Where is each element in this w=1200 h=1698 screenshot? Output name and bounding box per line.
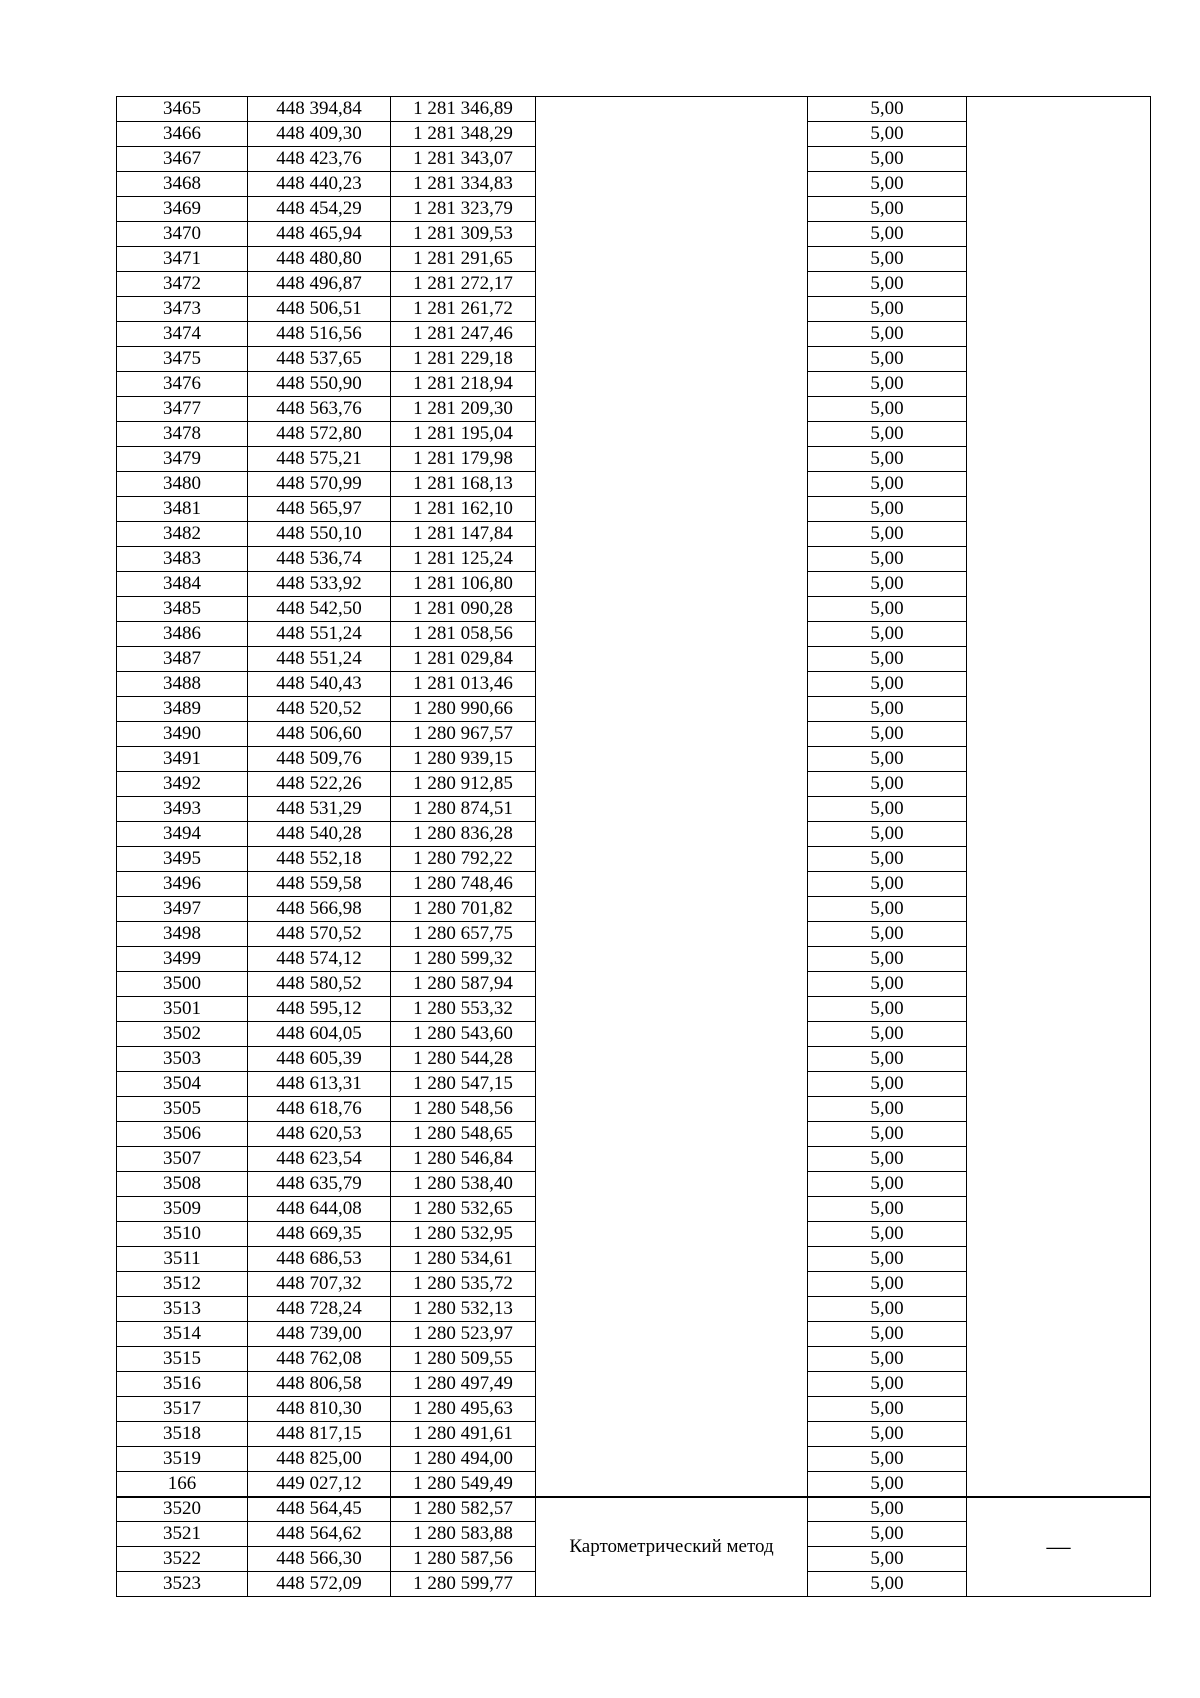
- accuracy-value: 5,00: [808, 522, 967, 547]
- accuracy-value: 5,00: [808, 1122, 967, 1147]
- table-group-b: [117, 1497, 1151, 1597]
- coordinate-x: 448 465,94: [248, 222, 391, 247]
- accuracy-value: 5,00: [808, 947, 967, 972]
- coordinate-x: 448 522,26: [248, 772, 391, 797]
- coordinate-y: 1 280 657,75: [391, 922, 536, 947]
- coordinate-y: 1 281 125,24: [391, 547, 536, 572]
- coordinate-x: 448 537,65: [248, 347, 391, 372]
- point-number: 3467: [117, 147, 248, 172]
- coordinate-y: 1 280 599,77: [391, 1572, 536, 1597]
- coordinate-x: 448 817,15: [248, 1422, 391, 1447]
- accuracy-value: 5,00: [808, 922, 967, 947]
- coordinate-y: 1 280 548,56: [391, 1097, 536, 1122]
- coordinate-y: 1 281 013,46: [391, 672, 536, 697]
- coordinate-y: 1 281 029,84: [391, 647, 536, 672]
- coordinate-x: 448 516,56: [248, 322, 391, 347]
- coordinate-y: 1 281 323,79: [391, 197, 536, 222]
- accuracy-value: 5,00: [808, 722, 967, 747]
- accuracy-value: 5,00: [808, 1222, 967, 1247]
- coordinate-x: 448 563,76: [248, 397, 391, 422]
- coordinate-x: 448 536,74: [248, 547, 391, 572]
- coordinate-y: 1 280 990,66: [391, 697, 536, 722]
- coordinate-x: 448 440,23: [248, 172, 391, 197]
- accuracy-value: 5,00: [808, 1247, 967, 1272]
- accuracy-value: 5,00: [808, 97, 967, 122]
- coordinate-y: 1 280 583,88: [391, 1522, 536, 1547]
- point-number: 3493: [117, 797, 248, 822]
- point-number: 166: [117, 1472, 248, 1497]
- coordinate-y: 1 280 523,97: [391, 1322, 536, 1347]
- coordinate-y: 1 281 272,17: [391, 272, 536, 297]
- coordinate-x: 448 531,29: [248, 797, 391, 822]
- point-number: 3520: [117, 1497, 248, 1522]
- coordinate-x: 448 618,76: [248, 1097, 391, 1122]
- accuracy-value: 5,00: [808, 347, 967, 372]
- coordinate-x: 448 542,50: [248, 597, 391, 622]
- coordinate-y: 1 280 535,72: [391, 1272, 536, 1297]
- accuracy-value: 5,00: [808, 1197, 967, 1222]
- coordinate-x: 448 739,00: [248, 1322, 391, 1347]
- accuracy-value: 5,00: [808, 1422, 967, 1447]
- table-group-a: [117, 97, 1151, 1497]
- point-number: 3466: [117, 122, 248, 147]
- coordinate-x: 448 580,52: [248, 972, 391, 997]
- accuracy-value: 5,00: [808, 622, 967, 647]
- accuracy-value: 5,00: [808, 1372, 967, 1397]
- point-number: 3475: [117, 347, 248, 372]
- point-number: 3492: [117, 772, 248, 797]
- point-number: 3478: [117, 422, 248, 447]
- accuracy-value: 5,00: [808, 1397, 967, 1422]
- coordinate-y: 1 280 497,49: [391, 1372, 536, 1397]
- point-number: 3480: [117, 472, 248, 497]
- coordinate-x: 448 480,80: [248, 247, 391, 272]
- coordinate-y: 1 280 836,28: [391, 822, 536, 847]
- coordinate-y: 1 281 247,46: [391, 322, 536, 347]
- point-number: 3489: [117, 697, 248, 722]
- coordinate-y: 1 280 494,00: [391, 1447, 536, 1472]
- coordinate-y: 1 280 548,65: [391, 1122, 536, 1147]
- coordinate-y: 1 281 168,13: [391, 472, 536, 497]
- coordinate-y: 1 280 534,61: [391, 1247, 536, 1272]
- accuracy-value: 5,00: [808, 1147, 967, 1172]
- point-number: 3509: [117, 1197, 248, 1222]
- point-number: 3521: [117, 1522, 248, 1547]
- accuracy-value: 5,00: [808, 847, 967, 872]
- point-number: 3482: [117, 522, 248, 547]
- method-cell: [536, 97, 808, 1497]
- point-number: 3481: [117, 497, 248, 522]
- point-number: 3490: [117, 722, 248, 747]
- accuracy-value: 5,00: [808, 172, 967, 197]
- accuracy-value: 5,00: [808, 1022, 967, 1047]
- accuracy-value: 5,00: [808, 997, 967, 1022]
- point-number: 3508: [117, 1172, 248, 1197]
- accuracy-value: 5,00: [808, 147, 967, 172]
- coordinate-x: 448 423,76: [248, 147, 391, 172]
- method-cell: Картометрический метод: [536, 1497, 808, 1597]
- point-number: 3491: [117, 747, 248, 772]
- accuracy-value: 5,00: [808, 1497, 967, 1522]
- coordinate-y: 1 280 967,57: [391, 722, 536, 747]
- point-number: 3511: [117, 1247, 248, 1272]
- coordinate-x: 448 669,35: [248, 1222, 391, 1247]
- point-number: 3495: [117, 847, 248, 872]
- coordinate-x: 448 810,30: [248, 1397, 391, 1422]
- point-number: 3513: [117, 1297, 248, 1322]
- point-number: 3523: [117, 1572, 248, 1597]
- coordinate-x: 448 728,24: [248, 1297, 391, 1322]
- table-row: [117, 1497, 1151, 1522]
- coordinate-x: 448 506,51: [248, 297, 391, 322]
- accuracy-value: 5,00: [808, 597, 967, 622]
- point-number: 3498: [117, 922, 248, 947]
- accuracy-value: 5,00: [808, 547, 967, 572]
- point-number: 3473: [117, 297, 248, 322]
- coordinate-y: 1 280 549,49: [391, 1472, 536, 1497]
- point-number: 3471: [117, 247, 248, 272]
- accuracy-value: 5,00: [808, 197, 967, 222]
- accuracy-value: 5,00: [808, 272, 967, 297]
- coordinate-x: 448 552,18: [248, 847, 391, 872]
- point-number: 3500: [117, 972, 248, 997]
- coordinate-y: 1 280 532,95: [391, 1222, 536, 1247]
- point-number: 3488: [117, 672, 248, 697]
- accuracy-value: 5,00: [808, 397, 967, 422]
- point-number: 3465: [117, 97, 248, 122]
- accuracy-value: 5,00: [808, 1322, 967, 1347]
- accuracy-value: 5,00: [808, 1547, 967, 1572]
- coordinate-y: 1 281 147,84: [391, 522, 536, 547]
- accuracy-value: 5,00: [808, 747, 967, 772]
- coordinate-x: 448 604,05: [248, 1022, 391, 1047]
- accuracy-value: 5,00: [808, 872, 967, 897]
- coordinate-x: 448 551,24: [248, 622, 391, 647]
- coordinate-y: 1 281 309,53: [391, 222, 536, 247]
- coordinate-y: 1 280 543,60: [391, 1022, 536, 1047]
- point-number: 3487: [117, 647, 248, 672]
- coordinate-y: 1 281 334,83: [391, 172, 536, 197]
- coordinate-y: 1 280 587,94: [391, 972, 536, 997]
- coordinate-x: 448 394,84: [248, 97, 391, 122]
- accuracy-value: 5,00: [808, 822, 967, 847]
- coordinate-x: 448 623,54: [248, 1147, 391, 1172]
- accuracy-value: 5,00: [808, 247, 967, 272]
- point-number: 3501: [117, 997, 248, 1022]
- accuracy-value: 5,00: [808, 1447, 967, 1472]
- accuracy-value: 5,00: [808, 297, 967, 322]
- coordinate-x: 448 566,30: [248, 1547, 391, 1572]
- coordinate-x: 448 595,12: [248, 997, 391, 1022]
- coordinate-x: 448 551,24: [248, 647, 391, 672]
- coordinate-x: 448 564,62: [248, 1522, 391, 1547]
- point-number: 3468: [117, 172, 248, 197]
- coordinate-y: 1 280 748,46: [391, 872, 536, 897]
- coordinate-y: 1 280 546,84: [391, 1147, 536, 1172]
- coordinate-y: 1 280 544,28: [391, 1047, 536, 1072]
- coordinate-y: 1 280 495,63: [391, 1397, 536, 1422]
- coordinate-x: 448 686,53: [248, 1247, 391, 1272]
- coordinate-y: 1 280 582,57: [391, 1497, 536, 1522]
- coordinate-x: 448 550,10: [248, 522, 391, 547]
- coordinate-x: 448 762,08: [248, 1347, 391, 1372]
- point-number: 3505: [117, 1097, 248, 1122]
- coordinate-x: 448 613,31: [248, 1072, 391, 1097]
- point-number: 3476: [117, 372, 248, 397]
- point-number: 3515: [117, 1347, 248, 1372]
- coordinate-y: 1 281 229,18: [391, 347, 536, 372]
- point-number: 3504: [117, 1072, 248, 1097]
- accuracy-value: 5,00: [808, 672, 967, 697]
- point-number: 3483: [117, 547, 248, 572]
- coordinate-y: 1 280 547,15: [391, 1072, 536, 1097]
- point-number: 3472: [117, 272, 248, 297]
- coordinate-y: 1 281 058,56: [391, 622, 536, 647]
- note-cell: [967, 97, 1151, 1497]
- point-number: 3494: [117, 822, 248, 847]
- coordinate-y: 1 280 874,51: [391, 797, 536, 822]
- point-number: 3516: [117, 1372, 248, 1397]
- point-number: 3507: [117, 1147, 248, 1172]
- point-number: 3484: [117, 572, 248, 597]
- coordinate-y: 1 281 090,28: [391, 597, 536, 622]
- coordinate-y: 1 280 553,32: [391, 997, 536, 1022]
- point-number: 3514: [117, 1322, 248, 1347]
- accuracy-value: 5,00: [808, 647, 967, 672]
- coordinate-x: 448 506,60: [248, 722, 391, 747]
- coordinate-y: 1 280 599,32: [391, 947, 536, 972]
- point-number: 3477: [117, 397, 248, 422]
- point-number: 3517: [117, 1397, 248, 1422]
- accuracy-value: 5,00: [808, 472, 967, 497]
- accuracy-value: 5,00: [808, 1072, 967, 1097]
- accuracy-value: 5,00: [808, 1172, 967, 1197]
- accuracy-value: 5,00: [808, 422, 967, 447]
- accuracy-value: 5,00: [808, 447, 967, 472]
- coordinate-x: 448 509,76: [248, 747, 391, 772]
- accuracy-value: 5,00: [808, 1522, 967, 1547]
- accuracy-value: 5,00: [808, 1297, 967, 1322]
- accuracy-value: 5,00: [808, 572, 967, 597]
- coordinate-x: 448 620,53: [248, 1122, 391, 1147]
- coordinate-y: 1 280 509,55: [391, 1347, 536, 1372]
- coordinate-x: 448 533,92: [248, 572, 391, 597]
- accuracy-value: 5,00: [808, 1472, 967, 1497]
- coordinate-x: 448 644,08: [248, 1197, 391, 1222]
- coordinate-x: 448 825,00: [248, 1447, 391, 1472]
- point-number: 3499: [117, 947, 248, 972]
- point-number: 3519: [117, 1447, 248, 1472]
- accuracy-value: 5,00: [808, 772, 967, 797]
- coordinate-y: 1 281 218,94: [391, 372, 536, 397]
- coordinate-y: 1 281 343,07: [391, 147, 536, 172]
- coordinate-x: 448 496,87: [248, 272, 391, 297]
- accuracy-value: 5,00: [808, 122, 967, 147]
- point-number: 3503: [117, 1047, 248, 1072]
- coordinate-x: 448 520,52: [248, 697, 391, 722]
- coordinate-y: 1 280 538,40: [391, 1172, 536, 1197]
- coordinate-x: 448 574,12: [248, 947, 391, 972]
- accuracy-value: 5,00: [808, 1047, 967, 1072]
- point-number: 3496: [117, 872, 248, 897]
- coordinate-y: 1 281 209,30: [391, 397, 536, 422]
- point-number: 3470: [117, 222, 248, 247]
- coordinate-x: 448 575,21: [248, 447, 391, 472]
- coordinate-x: 448 707,32: [248, 1272, 391, 1297]
- coordinate-x: 448 565,97: [248, 497, 391, 522]
- coordinate-y: 1 281 348,29: [391, 122, 536, 147]
- coordinate-y: 1 281 195,04: [391, 422, 536, 447]
- coordinate-x: 448 454,29: [248, 197, 391, 222]
- coordinate-y: 1 281 346,89: [391, 97, 536, 122]
- accuracy-value: 5,00: [808, 322, 967, 347]
- coordinate-x: 448 806,58: [248, 1372, 391, 1397]
- point-number: 3512: [117, 1272, 248, 1297]
- coordinate-y: 1 281 106,80: [391, 572, 536, 597]
- accuracy-value: 5,00: [808, 372, 967, 397]
- coordinate-x: 448 540,28: [248, 822, 391, 847]
- coordinate-y: 1 280 939,15: [391, 747, 536, 772]
- coordinate-x: 448 570,99: [248, 472, 391, 497]
- coordinate-x: 448 570,52: [248, 922, 391, 947]
- coordinate-y: 1 280 532,65: [391, 1197, 536, 1222]
- coordinate-y: 1 280 701,82: [391, 897, 536, 922]
- coordinate-y: 1 281 261,72: [391, 297, 536, 322]
- coordinate-y: 1 280 587,56: [391, 1547, 536, 1572]
- coordinate-y: 1 280 532,13: [391, 1297, 536, 1322]
- accuracy-value: 5,00: [808, 222, 967, 247]
- accuracy-value: 5,00: [808, 1272, 967, 1297]
- table-row: [117, 97, 1151, 122]
- point-number: 3510: [117, 1222, 248, 1247]
- coordinate-y: 1 280 912,85: [391, 772, 536, 797]
- coordinate-x: 448 635,79: [248, 1172, 391, 1197]
- accuracy-value: 5,00: [808, 497, 967, 522]
- coordinate-y: 1 280 792,22: [391, 847, 536, 872]
- coordinate-y: 1 281 179,98: [391, 447, 536, 472]
- point-number: 3469: [117, 197, 248, 222]
- coordinate-x: 448 409,30: [248, 122, 391, 147]
- accuracy-value: 5,00: [808, 1347, 967, 1372]
- coordinate-x: 448 572,09: [248, 1572, 391, 1597]
- coordinate-x: 448 540,43: [248, 672, 391, 697]
- coordinate-y: 1 280 491,61: [391, 1422, 536, 1447]
- point-number: 3522: [117, 1547, 248, 1572]
- coordinate-x: 448 572,80: [248, 422, 391, 447]
- coordinate-x: 448 550,90: [248, 372, 391, 397]
- coordinate-y: 1 281 291,65: [391, 247, 536, 272]
- point-number: 3486: [117, 622, 248, 647]
- accuracy-value: 5,00: [808, 1572, 967, 1597]
- coordinates-table: [116, 96, 1151, 1597]
- point-number: 3502: [117, 1022, 248, 1047]
- accuracy-value: 5,00: [808, 1097, 967, 1122]
- point-number: 3506: [117, 1122, 248, 1147]
- accuracy-value: 5,00: [808, 897, 967, 922]
- point-number: 3479: [117, 447, 248, 472]
- coordinate-x: 448 559,58: [248, 872, 391, 897]
- coordinate-x: 448 605,39: [248, 1047, 391, 1072]
- accuracy-value: 5,00: [808, 972, 967, 997]
- point-number: 3497: [117, 897, 248, 922]
- coordinate-x: 448 566,98: [248, 897, 391, 922]
- accuracy-value: 5,00: [808, 697, 967, 722]
- accuracy-value: 5,00: [808, 797, 967, 822]
- note-cell: —: [967, 1497, 1151, 1597]
- coordinate-y: 1 281 162,10: [391, 497, 536, 522]
- point-number: 3518: [117, 1422, 248, 1447]
- point-number: 3474: [117, 322, 248, 347]
- point-number: 3485: [117, 597, 248, 622]
- coordinate-x: 449 027,12: [248, 1472, 391, 1497]
- coordinate-x: 448 564,45: [248, 1497, 391, 1522]
